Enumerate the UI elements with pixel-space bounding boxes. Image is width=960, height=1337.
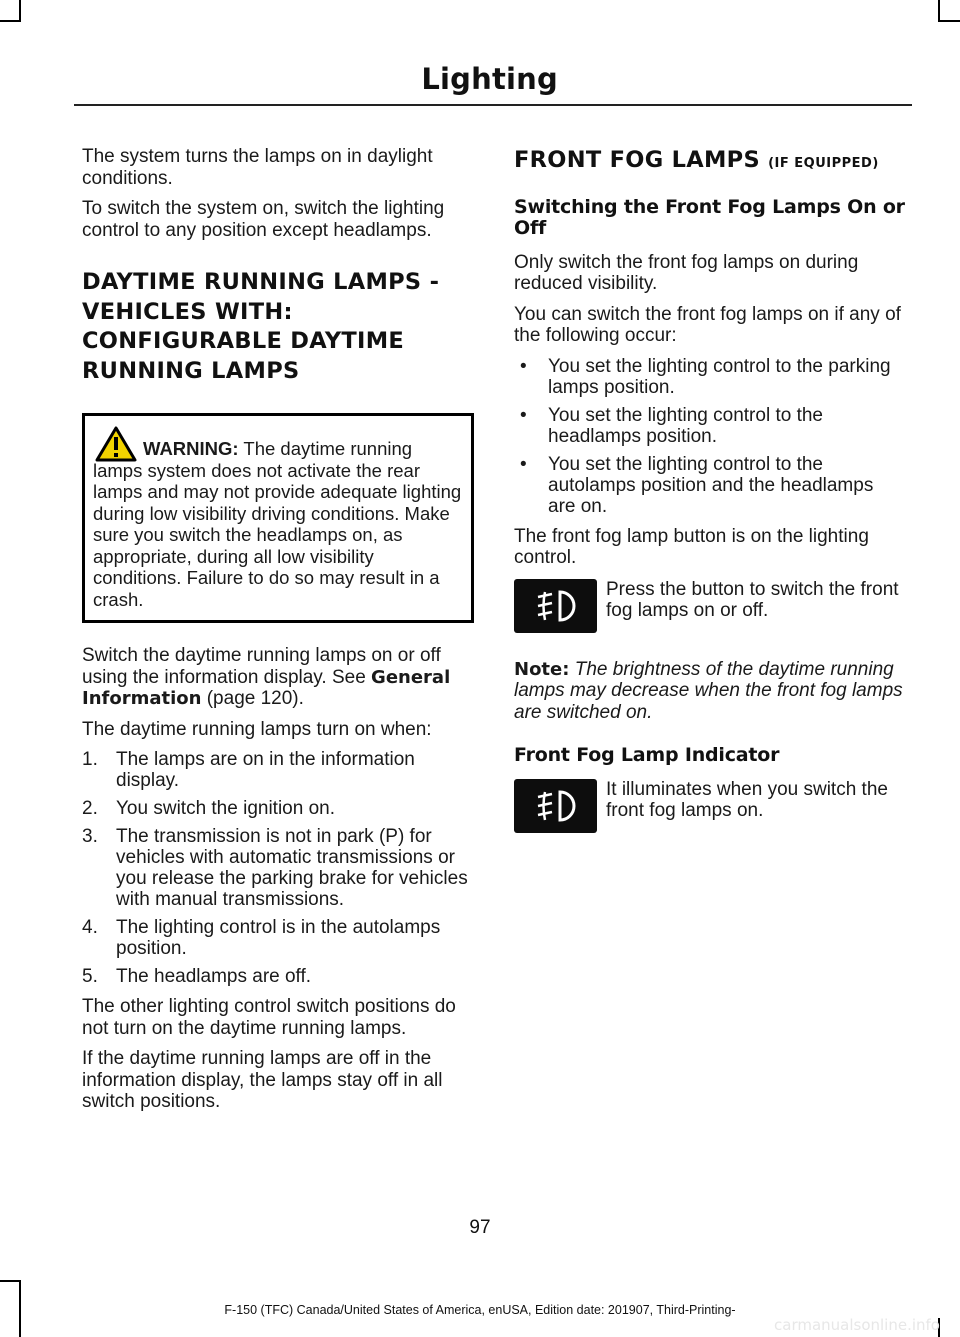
list-item-text: The transmission is not in park (P) for vehicles with automatic transmissions or you release the parking brake for vehicles with manual transmissions. xyxy=(116,826,468,910)
front-fog-lamp-icon xyxy=(514,579,597,633)
subheading-switching-fog-lamps: Switching the Front Fog Lamps On or Off xyxy=(514,195,905,239)
paragraph: The front fog lamp button is on the lighting control. xyxy=(514,525,869,568)
crop-mark xyxy=(19,0,21,22)
bullet-list xyxy=(514,356,906,517)
list-item-text: The headlamps are off. xyxy=(116,966,312,987)
paragraph: To switch the system on, switch the lighting control to any position except headlamps. xyxy=(82,198,445,241)
heading-main: FRONT FOG LAMPS xyxy=(514,147,760,173)
fog-lamp-indicator-text: It illuminates when you switch the front fog lamps on. xyxy=(606,779,888,821)
list-item xyxy=(82,798,474,819)
warning-text: The daytime running lamps system does not activate the rear lamps and may not provide adequate lighting during low visibility driving conditions. Make sure you switch the headlamps on, as appropriate, during all low visibility conditions. Failure to do so may result in a crash. xyxy=(93,438,462,610)
paragraph xyxy=(82,645,474,710)
list-item-text: The lamps are on in the information display. xyxy=(116,749,415,791)
paragraph: If the daytime running lamps are off in the information display, the lamps stay off in all switch positions. xyxy=(82,1048,443,1112)
header-divider xyxy=(74,104,912,106)
subheading-fog-lamp-indicator: Front Fog Lamp Indicator xyxy=(514,744,780,766)
list-number: 4. xyxy=(82,917,98,938)
paragraph: The other lighting control switch positions do not turn on the daytime running lamps. xyxy=(82,996,456,1039)
paragraph: Only switch the front fog lamps on during reduced visibility. xyxy=(514,251,859,294)
general-information-link[interactable]: General Information xyxy=(82,666,451,709)
fog-lamp-indicator-row xyxy=(514,779,906,847)
list-item xyxy=(514,454,906,517)
section-heading-front-fog-lamps xyxy=(514,146,906,179)
right-column xyxy=(514,146,906,859)
list-item-text: You switch the ignition on. xyxy=(116,798,336,819)
left-column xyxy=(82,146,474,1122)
warning-box xyxy=(82,413,474,623)
heading-qualifier: (IF EQUIPPED) xyxy=(768,156,879,171)
list-item-text: The lighting control is in the autolamps position. xyxy=(116,917,441,959)
fog-lamp-button-row xyxy=(514,579,906,647)
list-item xyxy=(82,917,474,959)
bullet: • xyxy=(520,404,527,426)
paragraph-text: Switch the daytime running lamps on or off using the information display. See xyxy=(82,645,441,688)
list-item-text: You set the lighting control to the parking lamps position. xyxy=(548,355,891,398)
list-item xyxy=(82,826,474,910)
numbered-list xyxy=(82,749,474,987)
list-item xyxy=(82,966,474,987)
note-text: The brightness of the daytime running lamps may decrease when the front fog lamps are switched on. xyxy=(514,658,903,723)
list-number: 1. xyxy=(82,749,98,770)
list-item-text: You set the lighting control to the headlamps position. xyxy=(548,404,823,447)
paragraph: The daytime running lamps turn on when: xyxy=(82,718,432,740)
list-item-text: You set the lighting control to the autolamps position and the headlamps are on. xyxy=(548,453,874,517)
list-item xyxy=(82,749,474,791)
note-label: Note: xyxy=(514,658,570,680)
list-item xyxy=(514,405,906,447)
fog-lamp-button-text: Press the button to switch the front fog lamps on or off. xyxy=(606,578,899,621)
note xyxy=(514,659,906,724)
section-heading-daytime-running-lamps: DAYTIME RUNNING LAMPS - VEHICLES WITH: CONFIGURABLE DAYTIME RUNNING LAMPS xyxy=(82,269,440,384)
paragraph: The system turns the lamps on in daylight conditions. xyxy=(82,146,433,189)
crop-mark xyxy=(940,20,960,22)
crop-mark xyxy=(0,20,20,22)
paragraph: You can switch the front fog lamps on if any of the following occur: xyxy=(514,303,901,346)
bullet: • xyxy=(520,453,527,475)
page-title: Lighting xyxy=(421,62,558,96)
bullet: • xyxy=(520,355,527,377)
footer-edition: F-150 (TFC) Canada/United States of America, enUSA, Edition date: 201907, Third-Printing- xyxy=(224,1303,736,1317)
page-reference: (page 120). xyxy=(206,688,304,709)
crop-mark xyxy=(0,1280,20,1282)
page-number: 97 xyxy=(469,1217,491,1238)
crop-mark xyxy=(938,0,940,22)
list-item xyxy=(514,356,906,398)
warning-label: WARNING: xyxy=(143,438,239,459)
fog-lamp-indicator-icon xyxy=(514,779,597,833)
list-number: 2. xyxy=(82,798,98,819)
warning-triangle-icon xyxy=(95,426,137,462)
list-number: 3. xyxy=(82,826,98,847)
watermark: carmanualsonline.info xyxy=(774,1316,940,1334)
list-number: 5. xyxy=(82,966,98,987)
